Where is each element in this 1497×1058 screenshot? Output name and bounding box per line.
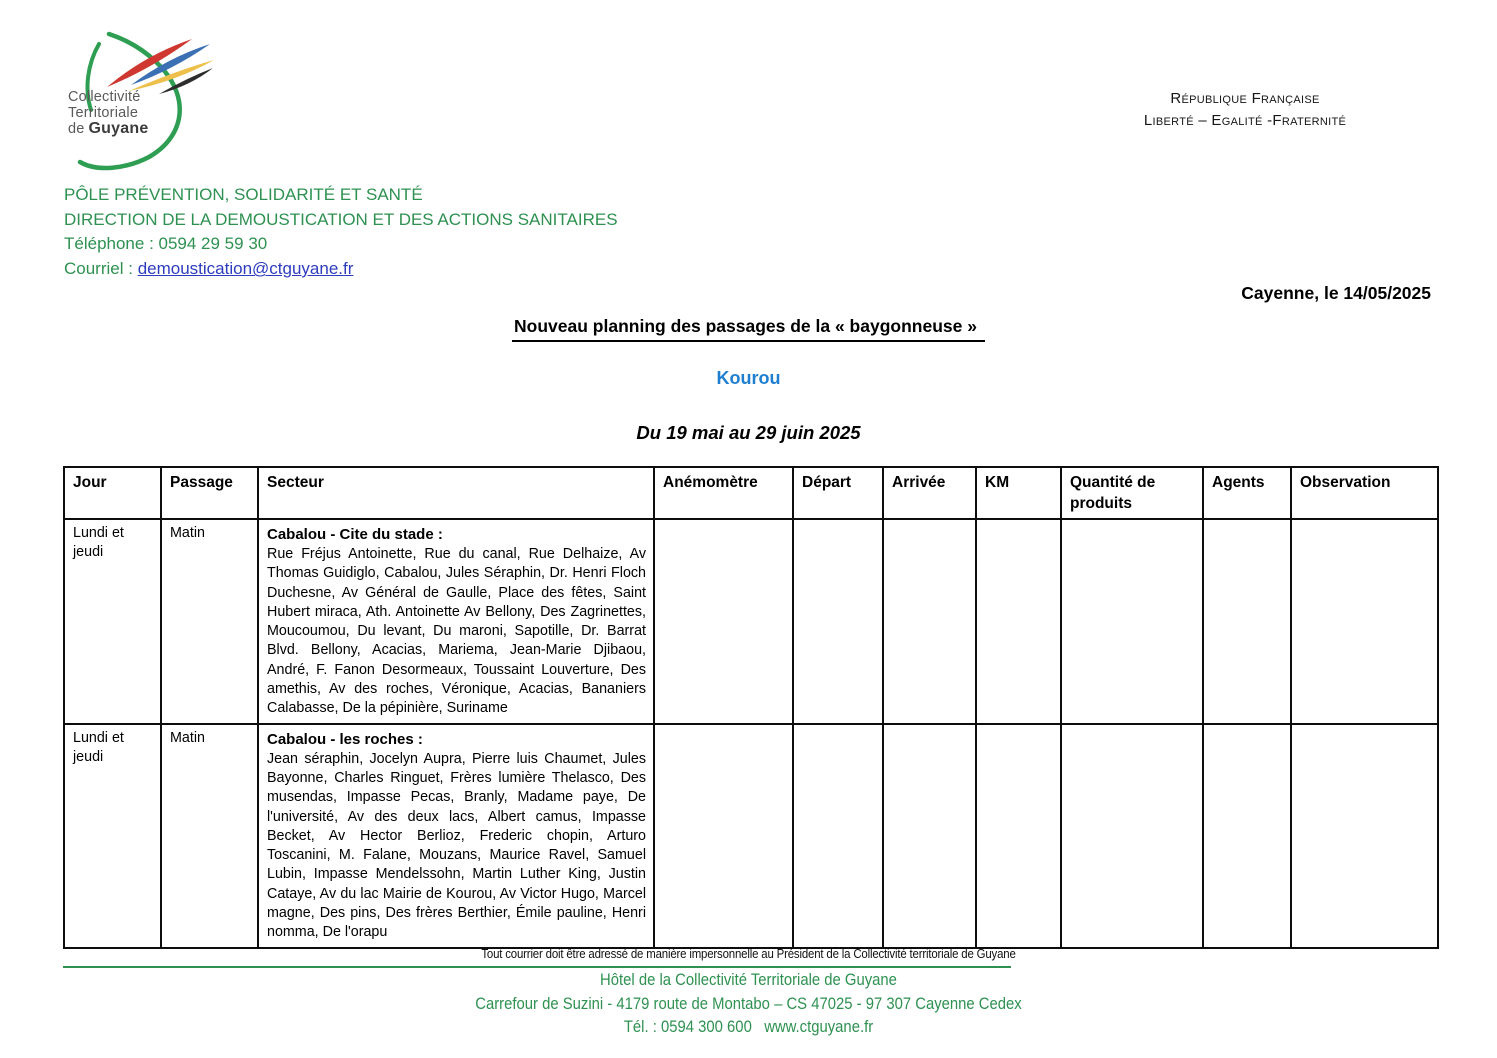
ctg-logo [63,31,219,181]
col-header-agents: Agents [1203,467,1291,519]
col-header-secteur: Secteur [258,467,654,519]
col-header-quantite: Quantité de produits [1061,467,1203,519]
org-block [64,183,618,282]
logo-line-3 [68,121,148,137]
ctg-logo-text [68,89,148,137]
col-header-depart: Départ [793,467,883,519]
dateline: Cayenne, le 14/05/2025 [1241,283,1431,303]
planning-table [63,466,1439,949]
logo-line-2: Territoriale [68,105,139,121]
org-direction: DIRECTION DE LA DEMOUSTICATION ET DES ACTIONS SANITAIRES [64,209,618,229]
cell-secteur [258,519,654,724]
cell-anemometre [654,724,793,948]
cell-depart [793,724,883,948]
cell-passage: Matin [161,519,258,724]
cell-observation [1291,724,1438,948]
org-email-label: Courriel : [64,259,138,279]
republic-line-2: Liberté – Egalité -Fraternité [1143,112,1347,129]
cell-km [976,519,1061,724]
page-title: Nouveau planning des passages de la « baygonneuse » [512,316,985,342]
cell-km [976,724,1061,948]
cell-jour: Lundi et jeudi [64,724,161,948]
cell-arrivee [883,724,976,948]
cell-quantite [1061,724,1203,948]
footer-address-line-1: Hôtel de la Collectivité Territoriale de Guyane [600,971,897,989]
city-subtitle: Kourou [716,368,781,388]
secteur-body: Rue Fréjus Antoinette, Rue du canal, Rue Delhaize, Av Thomas Guidiglo, Cabalou, Jules Séraphin, Dr. Henri Floch Duchesne, Av Général de Gaulle, Place des fêtes, Saint Hubert miraca, Ath. Antoinette Av Bellony, Des Zagrinettes, Moucoumou, Du levant, Du maroni, Sapotille, Dr. Barrat Blvd. Bellony, Acacias, Mariema, Jean-Marie Djibaou, André, F. Fanon Desormeaux, Toussaint Louverture, Des amethis, Av des roches, Véronique, Acacias, Bananiers Calabasse, De la pépinière, Suriname [267,546,646,717]
cell-arrivee [883,519,976,724]
logo-line-3-name: Guyane [88,120,149,137]
org-phone: Téléphone : 0594 29 59 30 [64,234,268,254]
cell-jour: Lundi et jeudi [64,519,161,724]
col-header-km: KM [976,467,1061,519]
col-header-anemometre: Anémomètre [654,467,793,519]
table-header-row [64,467,1438,519]
logo-line-1: Collectivité [68,89,141,105]
secteur-title: Cabalou - Cite du stade : [267,526,443,543]
col-header-arrivee: Arrivée [883,467,976,519]
cell-quantite [1061,519,1203,724]
secteur-title: Cabalou - les roches : [267,730,423,748]
col-header-jour: Jour [64,467,161,519]
footer-address-line-2: Carrefour de Suzini - 4179 route de Montabo – CS 47025 - 97 307 Cayenne Cedex [475,994,1022,1013]
footer-contact-line: Tél. : 0594 300 600 www.ctguyane.fr [623,1018,874,1036]
col-header-observation: Observation [1291,467,1438,519]
logo-line-3-prefix: de [68,121,85,137]
secteur-body: Jean séraphin, Jocelyn Aupra, Pierre luis Chaumet, Jules Bayonne, Charles Ringuet, Frères lumière Thelasco, Des musendas, Impasse Pecas, Branly, Madame paye, De l'université, Av des deux lacs, Albert camus, Impasse Becket, Av Hector Berlioz, Frederic chopin, Arturo Toscanini, M. Falane, Mouzans, Maurice Ravel, Samuel Lubin, Impasse Mendelssohn, Martin Luther King, Justin Cataye, Av du lac Mairie de Kourou, Av Victor Hugo, Marcel magne, Des pins, Des frères Berthier, Émile pauline, Henri nomma, De l'orapu [267,750,646,941]
cell-secteur [258,724,654,948]
footer-divider [63,966,1011,968]
period-subtitle: Du 19 mai au 29 juin 2025 [636,422,861,443]
cell-depart [793,519,883,724]
title-row [0,316,1497,342]
col-header-passage: Passage [161,467,258,519]
cell-passage: Matin [161,724,258,948]
org-email-link[interactable]: demoustication@ctguyane.fr [137,259,354,279]
table-row [64,724,1438,948]
period-row [0,422,1497,444]
cell-agents [1203,519,1291,724]
republic-block [1100,88,1390,132]
republic-line-1: République Française [1170,90,1320,107]
city-row [0,368,1497,389]
cell-anemometre [654,519,793,724]
org-email-line [64,257,618,282]
cell-observation [1291,519,1438,724]
cell-agents [1203,724,1291,948]
org-pole: PÔLE PRÉVENTION, SOLIDARITÉ ET SANTÉ [64,185,423,204]
table-row [64,519,1438,724]
footer-notice: Tout courrier doit être adressé de manière impersonnelle au Président de la Collectivité territoriale de Guyane [481,946,1016,961]
